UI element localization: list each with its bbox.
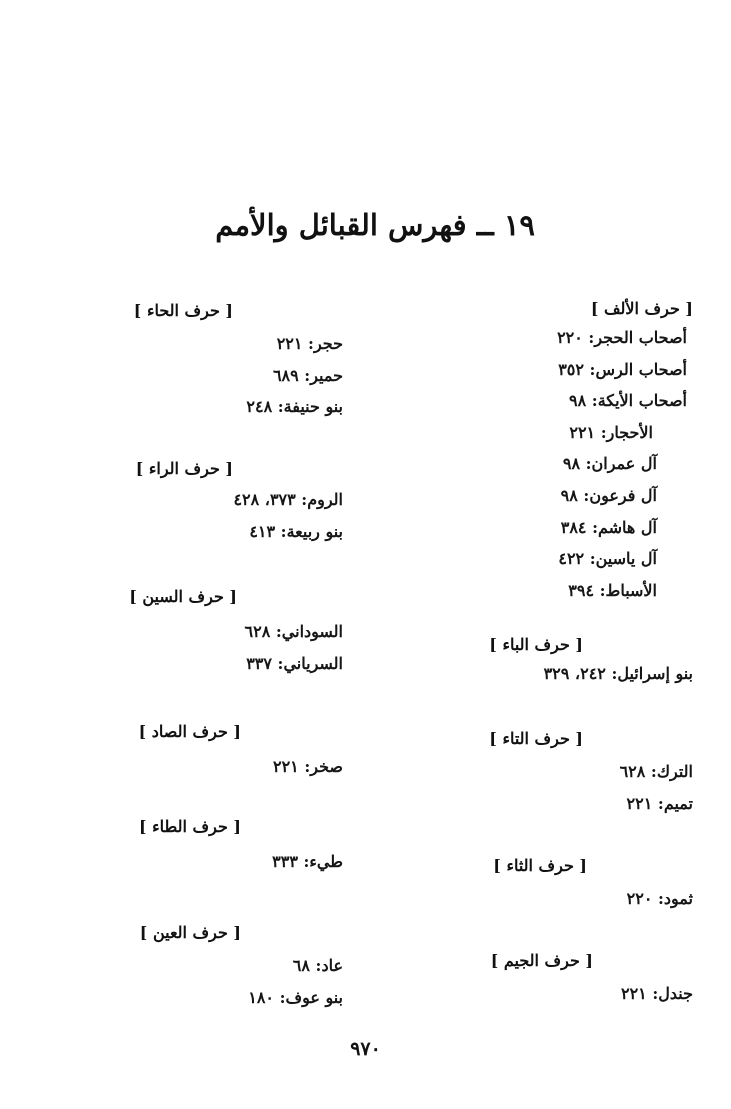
index-entry [413,543,687,575]
entry-name: الأسباط : [594,581,657,600]
section-header: [ حرف الألف ] [590,299,693,318]
entry-name: السرياني : [272,654,343,673]
index-entry [83,391,343,423]
entry-name: عاد : [310,956,343,975]
entry-pages: ٩٨ [562,454,581,474]
entry-name: أصحاب الرس : [584,360,687,379]
section-header: [ حرف العين ] [139,923,241,942]
entry-pages: ٢٢١ [626,793,653,813]
entry-pages: ٢٢١ [620,984,647,1003]
section-tha [413,853,693,915]
section-header: [ حرف الحاء ] [133,301,233,320]
section-ta [413,726,693,819]
entry-pages: ٦٨ [292,956,310,975]
entry-pages: ٦٨٩ [272,365,299,385]
entry-name: حجر : [302,334,343,353]
page-title: ١٩ ــ فهرس القبائل والأمم [215,208,535,242]
index-entry [413,417,687,449]
section-ha [83,298,343,423]
section-ra [83,456,343,547]
entry-pages: ٢٢١ [569,422,596,442]
entry-pages: ٣٩٤ [568,580,595,600]
index-entry [83,751,343,783]
entry-name: بنو إسرائيل : [606,664,693,683]
index-entry [413,512,687,544]
entry-pages: ٢٤٢، ٣٢٩ [543,664,606,683]
index-entry [413,354,687,386]
entry-name: الترك : [645,762,693,781]
index-entry [83,616,343,648]
section-jim [413,948,693,1010]
index-entry [83,846,343,878]
index-entry [413,883,693,915]
entry-name: آل عمران : [580,454,657,473]
entry-name: آل هاشم : [587,518,658,537]
entry-name: أصحاب الأيكة : [586,391,687,410]
entry-pages: ٦٢٨ [619,762,646,781]
index-entry [413,385,687,417]
entry-pages: ٢٢١ [276,334,303,353]
entry-pages: ٣٧٣، ٤٢٨ [233,490,296,509]
section-sin [83,584,343,679]
section-sad [83,719,343,783]
index-entry [83,648,343,680]
entry-pages: ٢٢٠ [626,889,653,908]
entry-name: بنو عوف : [274,988,343,1007]
index-entry [413,756,693,788]
entry-pages: ١٨٠ [248,987,274,1007]
index-entry [83,360,343,392]
section-ta-heavy [83,814,343,878]
section-header: [ حرف الطاء ] [139,817,241,836]
section-header: [ حرف الثاء ] [493,856,587,875]
entry-name: الروم : [296,490,343,509]
section-header: [ حرف الصاد ] [138,722,241,741]
index-entry [413,322,687,354]
index-entry [83,328,343,360]
entry-pages: ٣٣٧ [246,653,272,673]
section-ayn [83,920,343,1013]
index-entry [413,788,693,820]
index-entry [83,982,343,1014]
entry-name: طيء : [298,852,343,871]
index-entry [83,484,343,516]
entry-name: صخر : [299,757,343,776]
section-ba [413,632,693,690]
entry-pages: ٦٢٨ [244,622,271,641]
entry-pages: ٤٢٢ [558,549,585,569]
section-header: [ حرف الراء ] [135,459,233,478]
index-entry [83,516,343,548]
index-entry [413,978,693,1010]
entry-name: أصحاب الحجر : [583,328,687,347]
entry-name: جندل : [647,984,693,1003]
entry-name: آل ياسين : [584,549,657,568]
section-header: [ حرف التاء ] [489,729,583,748]
section-header: [ حرف الباء ] [489,635,583,654]
entry-name: الأحجار : [595,423,653,442]
entry-name: بنو حنيفة : [272,397,343,416]
entry-pages: ٣٨٤ [560,517,587,537]
section-alif [413,296,693,606]
index-entry [413,480,687,512]
page-number: ٩٧٠ [350,1038,381,1060]
entry-pages: ٤١٣ [249,521,276,541]
entry-pages: ٩٨ [560,485,578,505]
entry-name: ثمود : [652,889,693,908]
entry-name: بنو ربيعة : [275,522,343,541]
entry-pages: ٣٥٢ [558,359,584,379]
entry-name: السوداني : [270,622,343,641]
entry-name: حمير : [299,366,343,385]
entry-name: آل فرعون : [578,486,657,505]
section-header: [ حرف الجيم ] [490,951,593,970]
index-entry [413,658,693,690]
index-entry [413,575,687,607]
section-header: [ حرف السين ] [129,587,237,606]
index-entry [83,950,343,982]
entry-name: تميم : [652,794,693,813]
entry-pages: ٢٢١ [272,757,299,776]
entry-pages: ٣٣٣ [272,852,298,871]
entry-pages: ٢٤٨ [246,397,273,417]
index-entry [413,448,687,480]
entry-pages: ٢٢٠ [557,328,583,347]
entry-pages: ٩٨ [569,391,587,411]
